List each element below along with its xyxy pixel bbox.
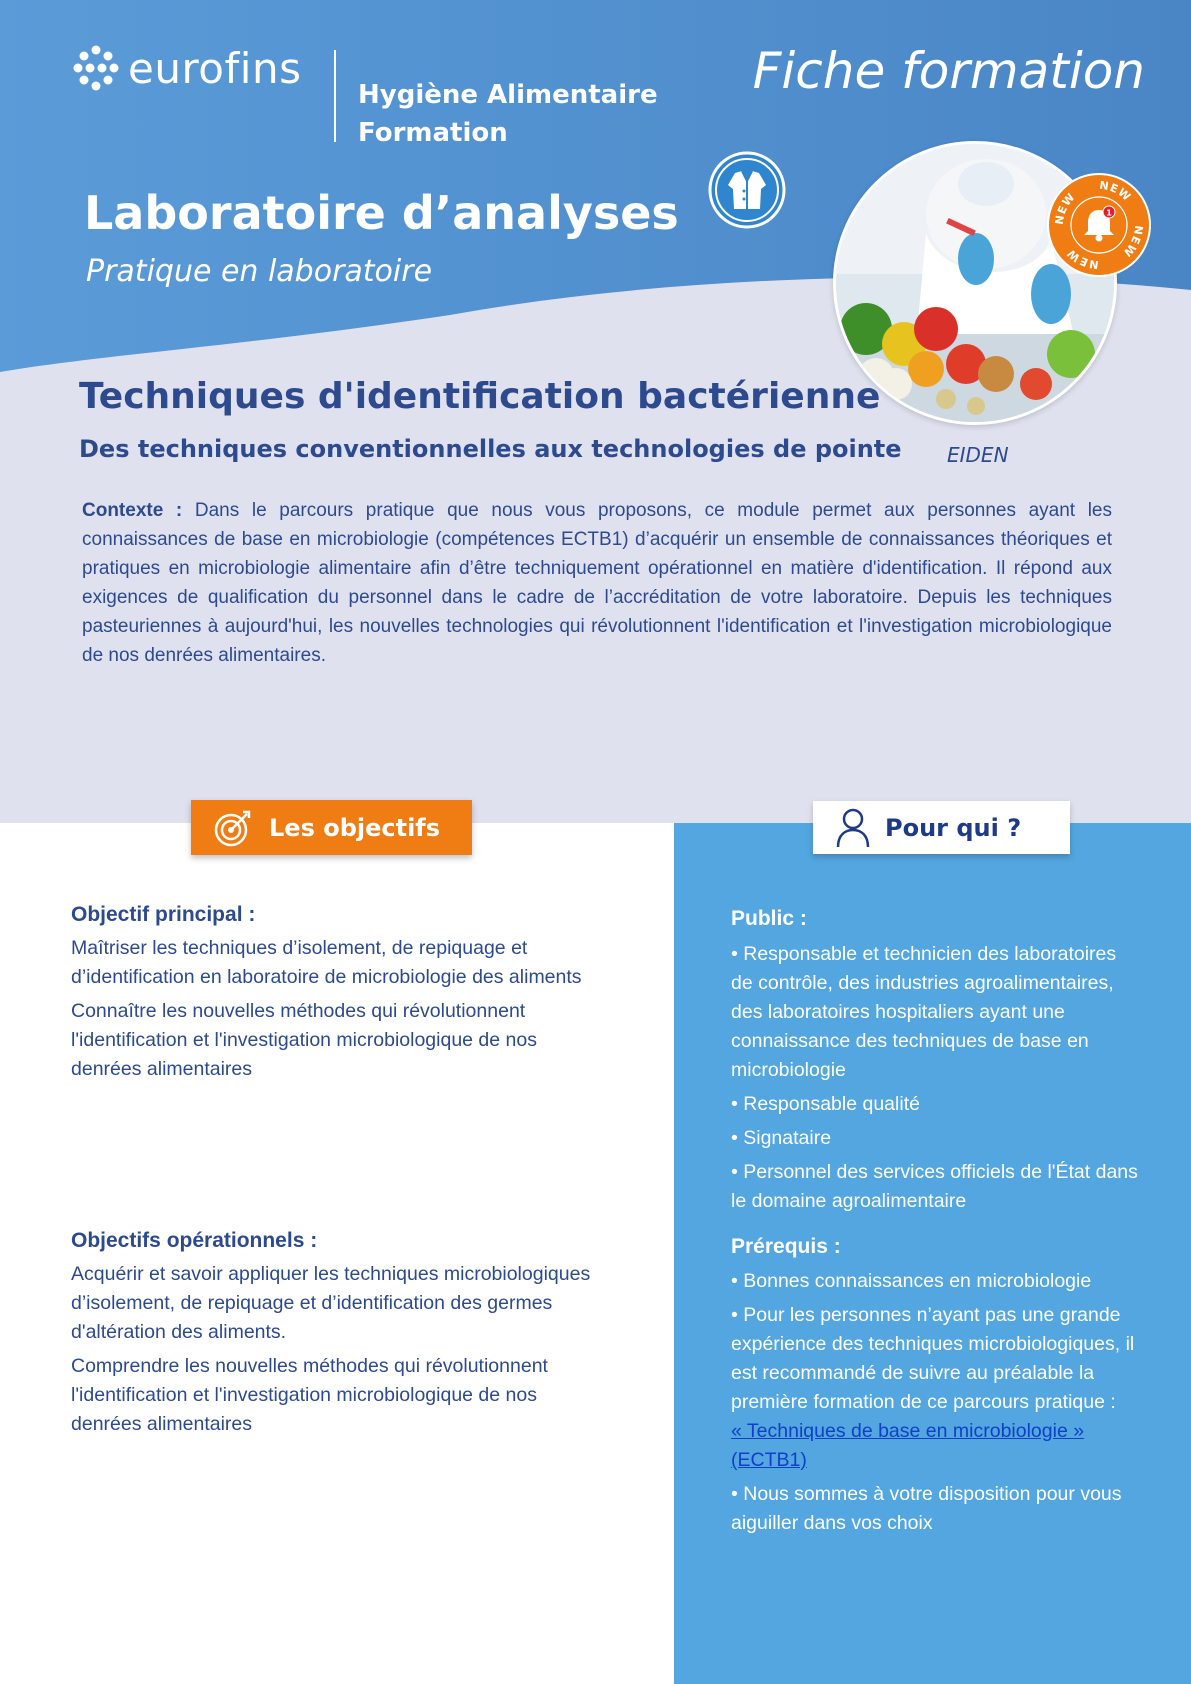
eurofins-wordmark: eurofins [128, 43, 302, 93]
objectifs-header-button [191, 800, 472, 855]
logo-divider [334, 50, 336, 142]
list-item: Acquérir et savoir appliquer les techniques microbiologiques d’isolement, de repiquage et d’identification des germes d'altération des aliments. [71, 1263, 591, 1343]
badge-text-2: NEW [1098, 178, 1134, 205]
prerequis-text: • Pour les personnes n’ayant pas une grande expérience des techniques microbiologiques, il est recommandé de suivre au préalable la première formation de ce parcours pratique : [731, 1304, 1135, 1413]
new-badge [1046, 172, 1152, 283]
public-list [731, 940, 1141, 1221]
eurofins-logo-icon [72, 44, 120, 92]
pour-qui-header-button [813, 801, 1070, 854]
eurofins-logo [72, 44, 301, 92]
lab-coat-icon [708, 151, 786, 234]
objectifs-operationnels-heading: Objectifs opérationnels : [71, 1229, 318, 1252]
category-title: Laboratoire d’analyses [84, 186, 679, 240]
objectifs-label: Les objectifs [269, 813, 441, 842]
objectifs-operationnels-list [71, 1260, 591, 1444]
list-item: • Responsable et technicien des laboratoires de contrôle, des industries agroalimentaires, des laboratoires hospitaliers ayant une connaissance des techniques de base en microbiologie [731, 943, 1117, 1081]
objectif-principal-list [71, 934, 591, 1089]
list-item: Connaître les nouvelles méthodes qui révolutionnent l'identification et l'investigation microbiologique de nos denrées alimentaires [71, 1000, 537, 1080]
badge-count: 1 [1106, 208, 1112, 218]
badge-text-3: NEW [1119, 224, 1146, 260]
pour-qui-label: Pour qui ? [885, 813, 1022, 842]
context-label: Contexte : [82, 500, 183, 521]
objectif-principal-heading: Objectif principal : [71, 903, 256, 926]
target-icon [213, 808, 253, 848]
badge-text-4: NEW [1064, 245, 1100, 272]
ectb1-link[interactable]: « Techniques de base en microbiologie » (ECTB1) [731, 1420, 1085, 1471]
prerequis-list [731, 1267, 1146, 1543]
list-item: • Responsable qualité [731, 1093, 920, 1115]
person-icon [835, 807, 871, 849]
context-text: Dans le parcours pratique que nous vous proposons, ce module permet aux personnes ayant les connaissances de base en microbiologie (compétences ECTB1) d’acquérir un ensemble de connaissances théoriques et pratiques en microbiologie alimentaire afin d’être techniquement opérationnel en matière d'identification. Il répond aux exigences de qualification du personnel dans le cadre de l’accréditation de votre laboratoire. Depuis les techniques pasteuriennes à aujourd'hui, les nouvelles technologies qui révolutionnent l'identification et l'investigation microbiologique de nos denrées alimentaires. [82, 500, 1112, 666]
list-item: Maîtriser les techniques d’isolement, de repiquage et d’identification en laboratoire de microbiologie des aliments [71, 937, 582, 988]
context-paragraph [82, 496, 1112, 670]
list-item: • Nous sommes à votre disposition pour vous aiguiller dans vos choix [731, 1483, 1122, 1534]
category-subtitle: Pratique en laboratoire [86, 254, 433, 289]
document-type: Fiche formation [752, 42, 1145, 100]
list-item [731, 1301, 1146, 1475]
course-code: EIDEN [947, 443, 1009, 467]
brand-subtitle [358, 76, 658, 152]
brand-line-2: Formation [358, 118, 508, 148]
brand-line-1: Hygiène Alimentaire [358, 80, 658, 110]
list-item: • Signataire [731, 1127, 832, 1149]
course-subtitle: Des techniques conventionnelles aux technologies de pointe [79, 435, 902, 463]
prerequis-heading: Prérequis : [731, 1235, 841, 1258]
public-heading: Public : [731, 907, 807, 930]
badge-text-1: NEW [1052, 190, 1079, 226]
list-item: Comprendre les nouvelles méthodes qui révolutionnent l'identification et l'investigation microbiologique de nos denrées alimentaires [71, 1355, 548, 1435]
list-item: • Bonnes connaissances en microbiologie [731, 1270, 1092, 1292]
course-title: Techniques d'identification bactérienne [79, 376, 881, 417]
list-item: • Personnel des services officiels de l'État dans le domaine agroalimentaire [731, 1161, 1138, 1212]
